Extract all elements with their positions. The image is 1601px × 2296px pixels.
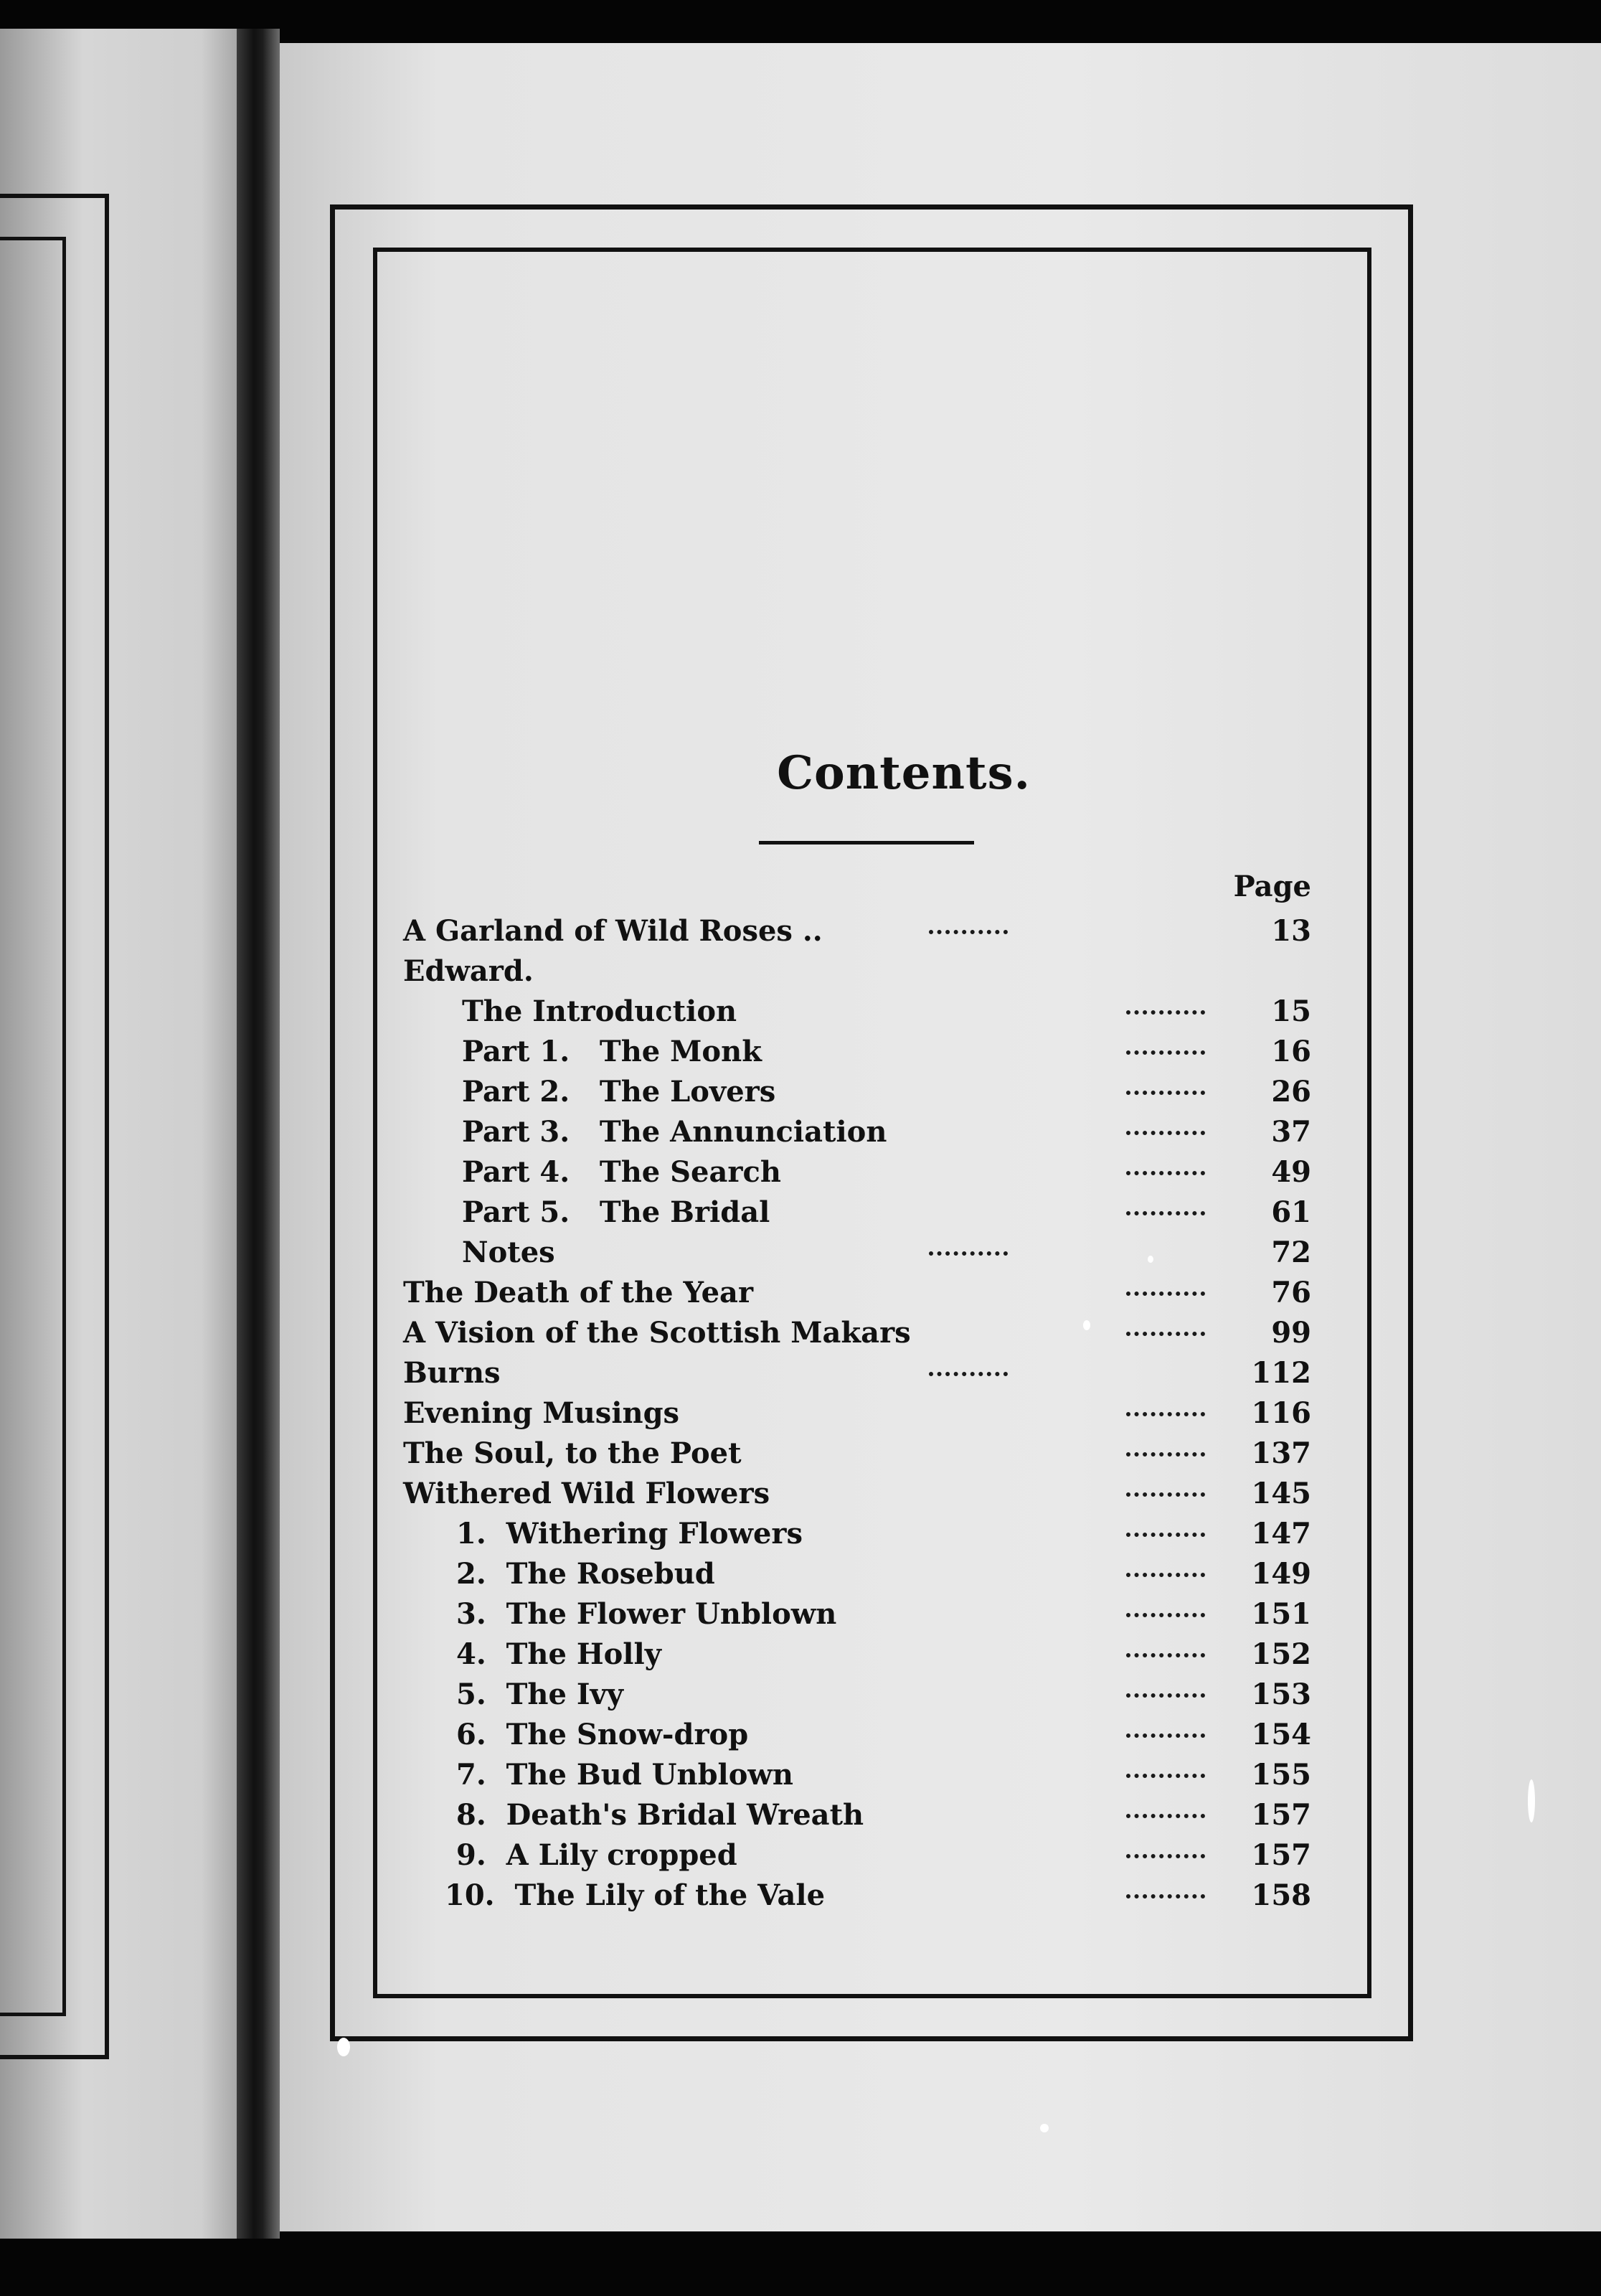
toc-entry-page: 154 — [1251, 1718, 1311, 1751]
toc-entry-title: The Death of the Year — [403, 1276, 754, 1309]
toc-entry — [280, 1353, 1601, 1393]
toc-entry-title: 6. The Snow-drop — [456, 1718, 749, 1751]
toc-entry — [280, 1554, 1601, 1594]
toc-entry — [280, 1876, 1601, 1916]
dot-leader — [929, 930, 1008, 934]
dot-leader — [1126, 1693, 1205, 1698]
toc-entry-title: Part 1. The Monk — [462, 1035, 762, 1068]
toc-entry — [280, 1393, 1601, 1434]
dot-leader — [1126, 1010, 1205, 1015]
toc-entry-title: Burns — [403, 1356, 501, 1390]
dot-leader — [1126, 1653, 1205, 1657]
toc-entry-title: 10. The Lily of the Vale — [445, 1878, 826, 1912]
dot-leader — [1126, 1774, 1205, 1778]
toc-entry — [280, 1634, 1601, 1675]
heading-rule — [759, 841, 974, 844]
dot-leader — [1126, 1091, 1205, 1095]
dot-leader — [1126, 1292, 1205, 1296]
toc-entry — [280, 1233, 1601, 1273]
dot-leader — [1126, 1894, 1205, 1899]
toc-entry-title: Part 4. The Search — [462, 1155, 781, 1189]
toc-entry-title: Part 3. The Annunciation — [462, 1115, 887, 1149]
toc-entry-page: 153 — [1251, 1678, 1311, 1711]
dot-leader — [1126, 1332, 1205, 1336]
dot-leader — [1126, 1854, 1205, 1858]
toc-entry-page: 152 — [1251, 1637, 1311, 1671]
toc-entry-title: Part 2. The Lovers — [462, 1075, 776, 1109]
toc-entry-title: The Introduction — [462, 994, 737, 1028]
toc-entry-title: A Garland of Wild Roses .. — [403, 914, 823, 948]
dot-leader — [1126, 1573, 1205, 1577]
toc-entry-page: 15 — [1271, 994, 1311, 1028]
toc-entry-title: 1. Withering Flowers — [456, 1517, 803, 1551]
dot-leader — [929, 1372, 1008, 1376]
toc-entry — [280, 1434, 1601, 1474]
contents-heading: Contents. — [777, 746, 1031, 800]
dot-leader — [1126, 1171, 1205, 1175]
toc-entry-page: 157 — [1251, 1838, 1311, 1872]
dot-leader — [929, 1251, 1008, 1256]
toc-entry-title: 7. The Bud Unblown — [456, 1758, 793, 1792]
page-column-label: Page — [1233, 870, 1311, 903]
toc-entry — [280, 1474, 1601, 1514]
toc-entry — [280, 1795, 1601, 1835]
toc-entry — [280, 911, 1601, 951]
dot-leader — [1126, 1131, 1205, 1135]
toc-entry-page: 72 — [1271, 1236, 1311, 1269]
toc-entry-title: 8. Death's Bridal Wreath — [456, 1798, 864, 1832]
toc-entry-title: 2. The Rosebud — [456, 1557, 715, 1591]
dot-leader — [1126, 1211, 1205, 1215]
toc-entry-title: 5. The Ivy — [456, 1678, 624, 1711]
toc-entry-page: 37 — [1271, 1115, 1311, 1149]
toc-entry-title: 3. The Flower Unblown — [456, 1597, 837, 1631]
book-gutter — [237, 29, 280, 2239]
toc-entry-page: 26 — [1271, 1075, 1311, 1109]
scan-speck — [1148, 1256, 1153, 1263]
toc-entry — [280, 1032, 1601, 1072]
toc-entry — [280, 1072, 1601, 1112]
dot-leader — [1126, 1050, 1205, 1055]
toc-entry-page: 149 — [1251, 1557, 1311, 1591]
toc-entry — [280, 1835, 1601, 1876]
toc-entry — [280, 1152, 1601, 1192]
contents-page — [280, 43, 1601, 2231]
toc-entry — [280, 1192, 1601, 1233]
toc-entry — [280, 1715, 1601, 1755]
scan-speck — [1040, 2124, 1049, 2132]
toc-entry-page: 112 — [1251, 1356, 1311, 1390]
toc-entry-page: 99 — [1271, 1316, 1311, 1350]
toc-entry-title: Edward. — [403, 954, 534, 988]
toc-entry — [280, 992, 1601, 1032]
toc-entry-title: Evening Musings — [403, 1396, 680, 1430]
left-page-edge — [0, 29, 237, 2239]
toc-entry — [280, 1755, 1601, 1795]
toc-entry-page: 158 — [1251, 1878, 1311, 1912]
left-page-inner-border — [0, 237, 66, 2016]
toc-entry — [280, 1675, 1601, 1715]
dot-leader — [1126, 1814, 1205, 1818]
toc-entry-page: 157 — [1251, 1798, 1311, 1832]
toc-entry-page: 151 — [1251, 1597, 1311, 1631]
dot-leader — [1126, 1452, 1205, 1457]
toc-entry-page: 155 — [1251, 1758, 1311, 1792]
toc-entry-page: 137 — [1251, 1436, 1311, 1470]
toc-entry-page: 116 — [1251, 1396, 1311, 1430]
toc-entry-title: The Soul, to the Poet — [403, 1436, 742, 1470]
toc-entry-page: 16 — [1271, 1035, 1311, 1068]
toc-entry — [280, 1594, 1601, 1634]
toc-entry-page: 76 — [1271, 1276, 1311, 1309]
scan-speck — [1083, 1320, 1090, 1330]
toc-entry-title: A Vision of the Scottish Makars — [403, 1316, 911, 1350]
dot-leader — [1126, 1533, 1205, 1537]
dot-leader — [1126, 1613, 1205, 1617]
toc-entry-page: 147 — [1251, 1517, 1311, 1551]
scan-speck — [337, 2038, 350, 2056]
toc-entry-title: Notes — [462, 1236, 555, 1269]
toc-entry-page: 145 — [1251, 1477, 1311, 1510]
toc-entry-title: 9. A Lily cropped — [456, 1838, 737, 1872]
toc-entry-page: 61 — [1271, 1195, 1311, 1229]
toc-entry — [280, 1273, 1601, 1313]
dot-leader — [1126, 1412, 1205, 1416]
dot-leader — [1126, 1733, 1205, 1738]
toc-entry-title: Part 5. The Bridal — [462, 1195, 770, 1229]
toc-entry — [280, 951, 1601, 992]
toc-entry — [280, 1313, 1601, 1353]
toc-entry-page: 13 — [1271, 914, 1311, 948]
toc-entry-title: Withered Wild Flowers — [403, 1477, 770, 1510]
dot-leader — [1126, 1492, 1205, 1497]
toc-entry-title: 4. The Holly — [456, 1637, 661, 1671]
toc-entry — [280, 1514, 1601, 1554]
toc-entry — [280, 1112, 1601, 1152]
toc-entry-page: 49 — [1271, 1155, 1311, 1189]
scan-speck — [1528, 1779, 1535, 1822]
